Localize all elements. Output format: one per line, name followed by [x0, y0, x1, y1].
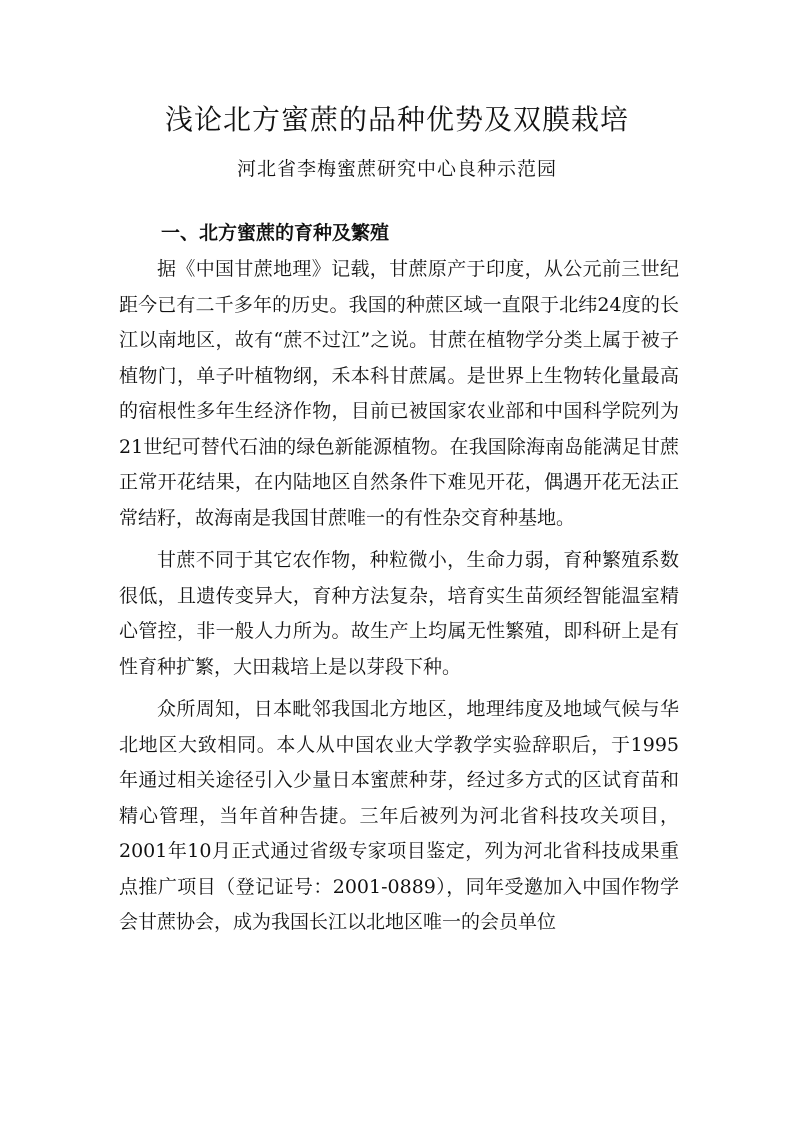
- document-body: [119, 216, 679, 948]
- section-heading: 一、北方蜜蔗的育种及繁殖: [161, 222, 390, 244]
- paragraph-1: 据《中国甘蔗地理》记载，甘蔗原产于印度，从公元前三世纪距今已有二千多年的历史。我国的种蔗区域一直限于北纬24度的长江以南地区，故有“蔗不过江”之说。甘蔗在植物学分类上属于被子植物门，单子叶植物纲，禾本科甘蔗属。是世界上生物转化量最高的宿根性多年生经济作物，目前已被国家农业部和中国科学院列为21世纪可替代石油的绿色新能源植物。在我国除海南岛能满足甘蔗正常开花结果，在内陆地区自然条件下难见开花，偶遇开花无法正常结籽，故海南是我国甘蔗唯一的有性杂交育种基地。: [119, 258, 679, 529]
- document-author: 河北省李梅蜜蔗研究中心良种示范园: [236, 158, 557, 180]
- document-title: 浅论北方蜜蔗的品种优势及双膜栽培: [164, 103, 629, 136]
- paragraph-3: 众所周知，日本毗邻我国北方地区，地理纬度及地域气候与华北地区大致相同。本人从中国农业大学教学实验辞职后，于1995年通过相关途径引入少量日本蜜蔗种芽，经过多方式的区试育苗和精心管理，当年首种告捷。三年后被列为河北省科技攻关项目，2001年10月正式通过省级专家项目鉴定，列为河北省科技成果重点推广项目（登记证号：2001-0889），同年受邀加入中国作物学会甘蔗协会，成为我国长江以北地区唯一的会员单位: [119, 698, 679, 933]
- paragraph-2: 甘蔗不同于其它农作物，种粒微小，生命力弱，育种繁殖系数很低，且遗传变异大，育种方法复杂，培育实生苗须经智能温室精心管控，非一般人力所为。故生产上均属无性繁殖，即科研上是有性育种扩繁，大田栽培上是以芽段下种。: [119, 549, 679, 678]
